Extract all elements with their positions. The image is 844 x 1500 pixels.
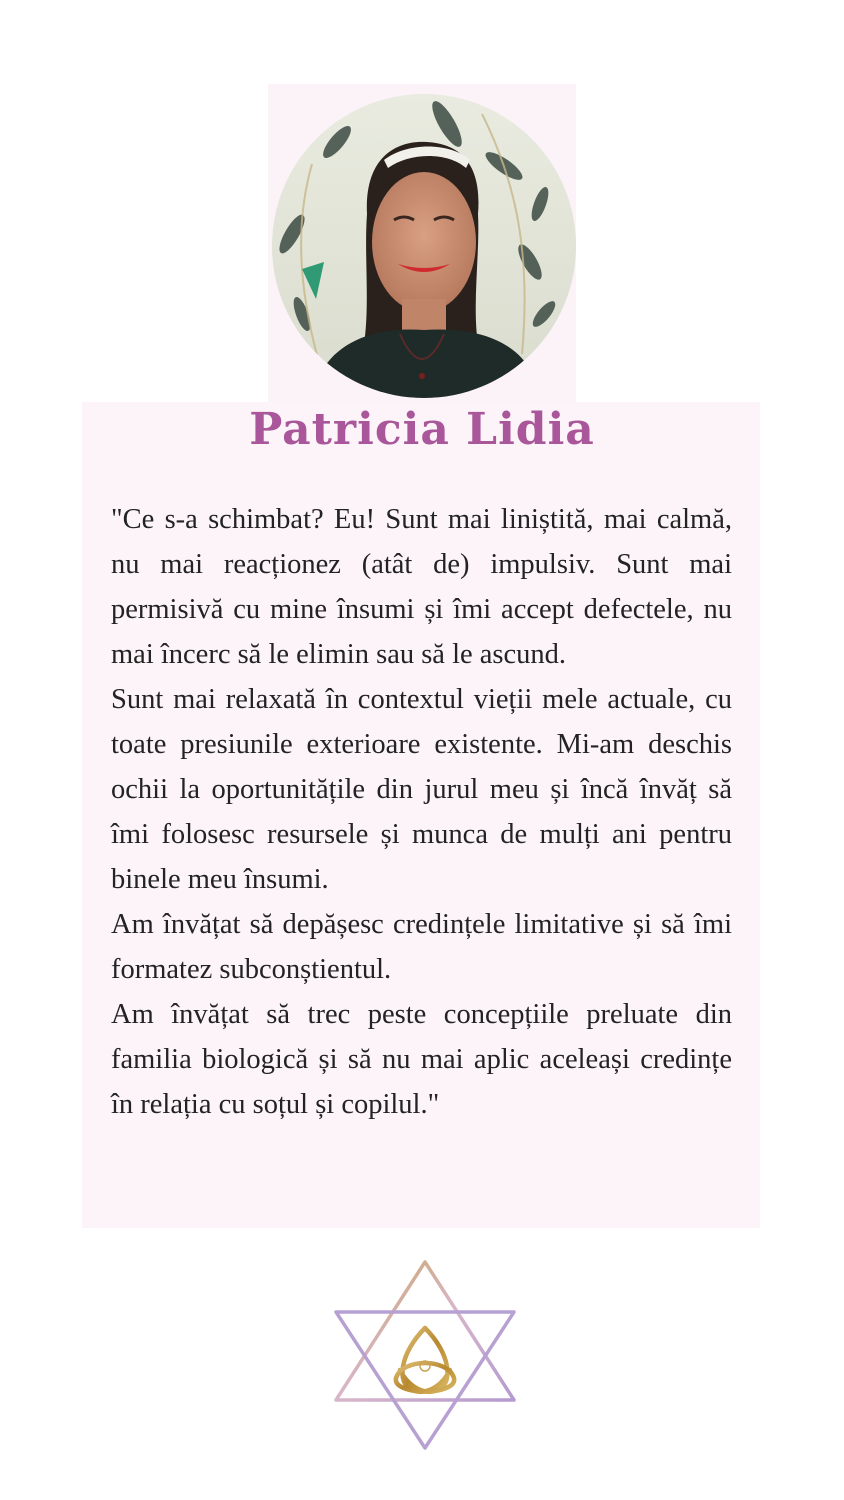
testimonial-paragraph: "Ce s-a schimbat? Eu! Sunt mai liniștită, mai calmă, nu mai reacționez (atât de) impulsiv. Sunt mai permisivă cu mine însumi și îmi accept defectele, nu mai încerc să le elimin sau să le ascund. <box>111 504 732 670</box>
portrait-photo-icon <box>272 94 576 398</box>
testimonial-paragraph: Sunt mai relaxată în contextul vieții mele actuale, cu toate presiunile exterioare existente. Mi-am deschis ochii la oportunitățile din jurul meu și încă învăț să îmi folosesc resursele și munca de mulți ani pentru binele meu însumi. <box>111 684 732 895</box>
avatar <box>272 94 576 398</box>
testimonial-paragraph: Am învățat să trec peste concepțiile preluate din familia biologică și să nu mai aplic aceleași credințe în relația cu soțul și copilul." <box>111 999 732 1120</box>
testimonial-text <box>111 497 732 1127</box>
star-triquetra-logo-icon <box>330 1258 520 1452</box>
person-name: Patricia Lidia <box>249 404 595 455</box>
testimonial-paragraph: Am învățat să depășesc credințele limitative și să îmi formatez subconștientul. <box>111 909 732 985</box>
